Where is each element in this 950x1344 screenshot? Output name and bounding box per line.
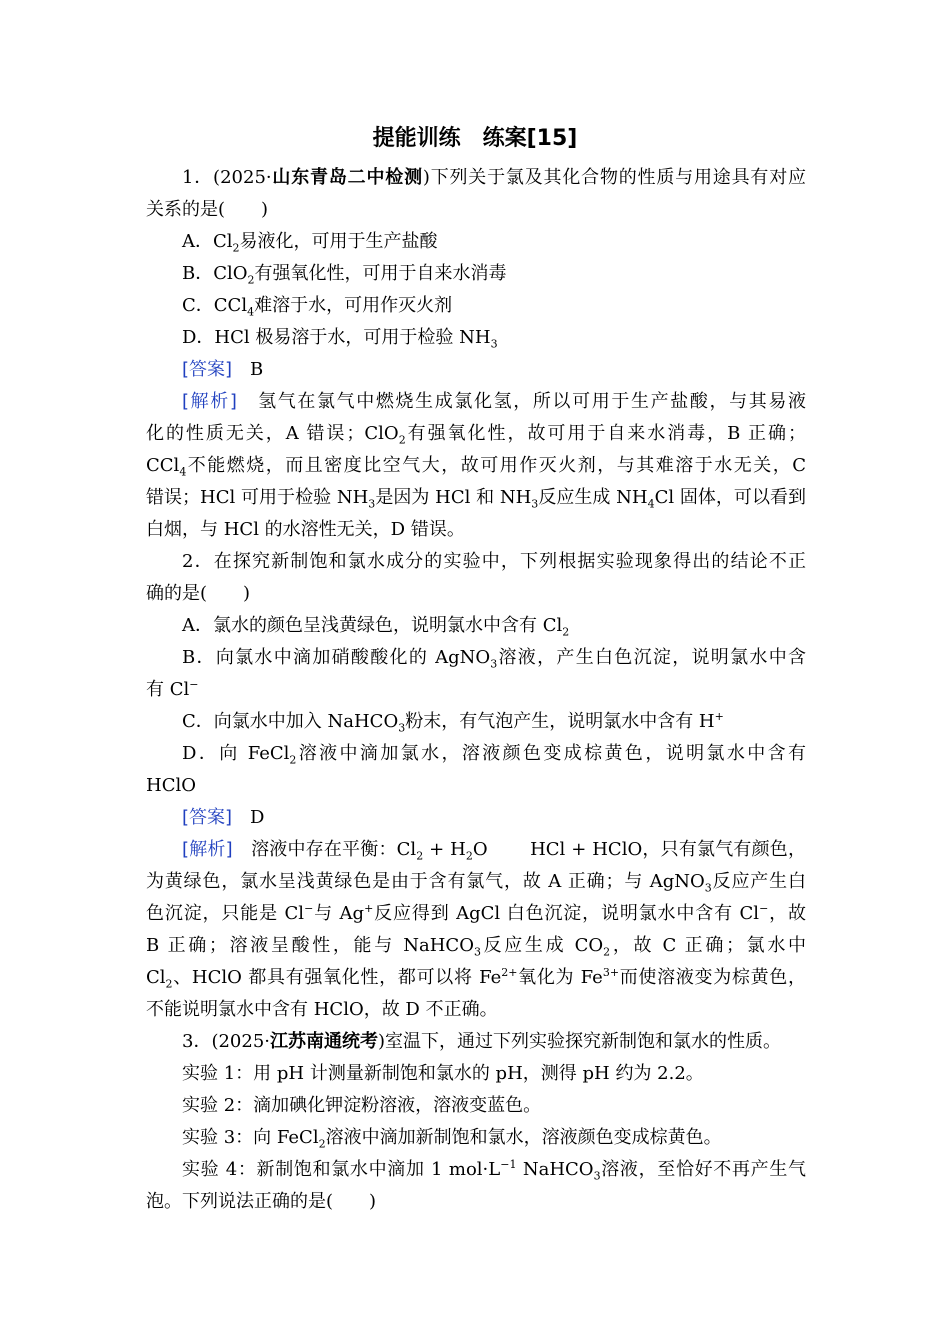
q1-analysis-line4: 错误；HCl 可用于检验 $NH_3$是因为 HCl 和 $NH_3$反应生成 $NH_4Cl$ 固体，可以看到 — [146, 487, 806, 511]
q3-source: 江苏南通统考 — [270, 1031, 379, 1052]
answer-tag: [答案] — [182, 359, 233, 380]
q1-stem-line1: 1．(2025·山东青岛二中检测)下列关于氯及其化合物的性质与用途具有对应 — [182, 167, 806, 188]
analysis-tag: [解析] — [182, 391, 237, 412]
q1-source: 山东青岛二中检测 — [271, 167, 423, 188]
q2-answer: [答案] D — [182, 807, 265, 828]
q1-stem-line2: 关系的是( ) — [146, 199, 269, 220]
q2-analysis-line4: B 正确；溶液呈酸性，能与 NaHCO$_3$反应生成 $CO_2$，故 C 正确；氯水中 — [146, 935, 806, 959]
q1-analysis-line3: CCl$_4$不能燃烧，而且密度比空气大，故可用作灭火剂，与其难溶于水无关，C — [146, 455, 806, 479]
page-title: 提能训练 练案[15] — [372, 126, 578, 151]
q3-stem: 3．(2025·江苏南通统考)室温下，通过下列实验探究新制饱和氯水的性质。 — [182, 1031, 782, 1052]
q2-option-c: C．向氯水中加入 NaHCO$_3$粉末，有气泡产生，说明氯水中含有 H+ — [182, 710, 724, 735]
analysis-tag: [解析] — [182, 839, 233, 860]
q1-analysis-line5: 白烟，与 HCl 的水溶性无关，D 错误。 — [146, 519, 465, 540]
q3-experiment-4-line1: 实验 4：新制饱和氯水中滴加 1 $mol\cdot L^{-1}$ NaHCO$_3$溶液，至恰好不再产生气 — [182, 1158, 807, 1183]
q1-analysis-line1: [解析] 氢气在氯气中燃烧生成氯化氢，所以可用于生产盐酸，与其易液 — [182, 391, 807, 412]
q3-experiment-4-line2: 泡。下列说法正确的是( ) — [146, 1191, 377, 1212]
q1-analysis-line2: 化的性质无关，A 错误；ClO$_2$有强氧化性，故可用于自来水消毒，B 正确； — [146, 423, 806, 447]
q2-option-a: A．氯水的颜色呈浅黄绿色，说明氯水中含有 $Cl_2$ — [182, 615, 570, 639]
q1-option-a: A．$Cl_2$易液化，可用于生产盐酸 — [182, 231, 438, 255]
q2-stem-line2: 确的是( ) — [146, 583, 251, 604]
q2-analysis-line5: $Cl_2$、HClO 都具有强氧化性，都可以将 $Fe^{2+}$氧化为 $Fe^{3+}$而使溶液变为棕黄色， — [146, 966, 806, 991]
q2-option-b-line1: B．向氯水中滴加硝酸酸化的 AgNO$_3$溶液，产生白色沉淀，说明氯水中含 — [182, 647, 806, 671]
q2-analysis-line1: [解析] 溶液中存在平衡：$Cl_2 + H_2O$ HCl + HClO，只有氯气有颜色， — [182, 839, 807, 863]
q1-answer: [答案] B — [182, 359, 264, 380]
q2-analysis-line3: 色沉淀，只能是 Cl−与 Ag+反应得到 AgCl 白色沉淀，说明氯水中含有 Cl−，故 — [146, 902, 806, 924]
q2-analysis-line2: 为黄绿色，氯水呈浅黄绿色是由于含有氯气，故 A 正确；与 AgNO$_3$反应产生白 — [146, 871, 806, 895]
q2-option-d-line2: HClO — [146, 775, 196, 796]
q2-analysis-line6: 不能说明氯水中含有 HClO，故 D 不正确。 — [146, 999, 498, 1020]
q3-experiment-1: 实验 1：用 pH 计测量新制饱和氯水的 pH，测得 pH 约为 2.2。 — [182, 1063, 704, 1084]
q2-option-b-line2: 有 Cl− — [146, 678, 199, 700]
q2-stem-line1: 2．在探究新制饱和氯水成分的实验中，下列根据实验现象得出的结论不正 — [182, 551, 806, 572]
q1-option-b: B．ClO$_2$有强氧化性，可用于自来水消毒 — [182, 263, 507, 287]
q1-option-d: D．HCl 极易溶于水，可用于检验 $NH_3$ — [182, 327, 498, 351]
q2-option-d-line1: D．向 FeCl$_2$溶液中滴加氯水，溶液颜色变成棕黄色，说明氯水中含有 — [182, 743, 807, 767]
q3-experiment-3: 实验 3：向 FeCl$_2$溶液中滴加新制饱和氯水，溶液颜色变成棕黄色。 — [182, 1127, 722, 1151]
q1-option-c: C．CCl$_4$难溶于水，可用作灭火剂 — [182, 295, 453, 319]
answer-tag: [答案] — [182, 807, 233, 828]
q3-experiment-2: 实验 2：滴加碘化钾淀粉溶液，溶液变蓝色。 — [182, 1095, 542, 1116]
